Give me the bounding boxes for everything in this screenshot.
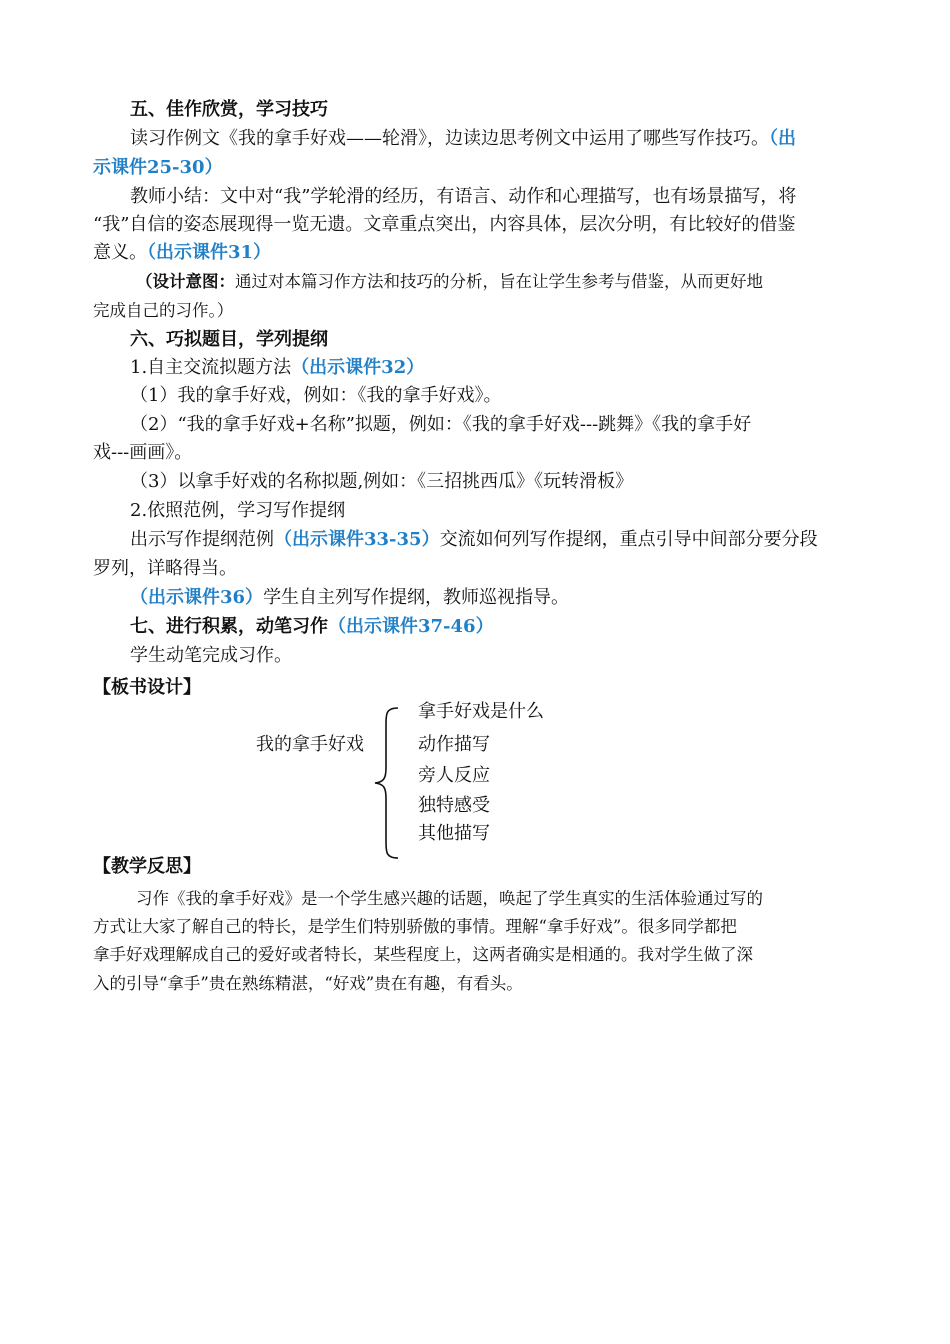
courseware-ref: （出示课件37-46） <box>328 616 494 637</box>
student-outline-line <box>130 586 863 610</box>
curly-brace <box>372 706 402 860</box>
text: 读习作例文《我的拿手好戏——轮滑》，边读边思考例文中运用了哪些写作技巧。 <box>130 128 769 149</box>
text: 意义。 <box>93 242 147 263</box>
board-root-topic: 我的拿手好戏 <box>256 734 364 755</box>
section-6-sub-1: （1）我的拿手好戏，例如：《我的拿手好戏》。 <box>130 385 502 406</box>
courseware-ref: （出示课件33-35） <box>274 529 440 550</box>
design-intent-line-2: 完成自己的习作。） <box>93 301 234 320</box>
section-7-text: 学生动笔完成习作。 <box>130 645 292 666</box>
board-item: 旁人反应 <box>418 765 490 786</box>
section-6-sub-3: （3）以拿手好戏的名称拟题,例如：《三招挑西瓜》《玩转滑板》 <box>130 471 634 492</box>
section-7-heading <box>130 615 863 639</box>
text: 学生自主列写作提纲，教师巡视指导。 <box>263 587 570 608</box>
section-6-heading: 六、巧拟题目，学列提纲 <box>130 329 328 350</box>
section-6-sub-2-line-2: 戏---画画》。 <box>93 442 193 463</box>
teacher-summary-line-2: “我”自信的姿态展现得一览无遗。文章重点突出，内容具体，层次分明，有比较好的借鉴 <box>93 214 796 235</box>
courseware-ref: （出示课件31） <box>147 242 272 263</box>
board-item: 其他描写 <box>418 823 490 844</box>
courseware-ref: （出 <box>769 128 796 149</box>
text: 出示写作提纲范例 <box>130 529 274 550</box>
heading-text: 七、进行积累，动笔习作 <box>130 616 328 637</box>
board-design-label: 【板书设计】 <box>93 677 201 698</box>
courseware-ref: （出示课件36） <box>130 587 264 608</box>
teacher-summary-line-3 <box>93 241 863 265</box>
reflection-label: 【教学反思】 <box>93 856 201 877</box>
reflection-line: 拿手好戏理解成自己的爱好或者特长，某些程度上，这两者确实是相通的。我对学生做了深 <box>93 945 753 964</box>
reflection-line: 入的引导“拿手”贵在熟练精湛，“好戏”贵在有趣，有看头。 <box>93 974 523 993</box>
text: 1.自主交流拟题方法 <box>130 357 292 378</box>
text: 通过对本篇习作方法和技巧的分析，旨在让学生参考与借鉴，从而更好地 <box>235 272 763 291</box>
design-intent-label: （设计意图： <box>136 272 235 291</box>
courseware-ref: （出示课件32） <box>291 357 425 378</box>
section-5-heading: 五、佳作欣赏，学习技巧 <box>130 99 328 120</box>
board-item: 动作描写 <box>418 734 490 755</box>
reflection-line: 方式让大家了解自己的特长，是学生们特别骄傲的事情。理解“拿手好戏”。很多同学都把 <box>93 917 737 936</box>
teacher-summary-line-1: 教师小结：文中对“我”学轮滑的经历，有语言、动作和心理描写，也有场景描写，将 <box>130 186 797 207</box>
section-6-item-1 <box>130 356 863 380</box>
design-intent-line-1 <box>136 270 863 294</box>
courseware-ref: 示课件25-30） <box>93 157 223 178</box>
reflection-line: 习作《我的拿手好戏》是一个学生感兴趣的话题，唤起了学生真实的生活体验通过写的 <box>136 889 763 908</box>
section-6-sub-2-line-1: （2）“我的拿手好戏+名称”拟题，例如：《我的拿手好戏---跳舞》《我的拿手好 <box>130 414 752 435</box>
outline-line-1 <box>130 528 863 552</box>
section-5-paragraph-1-cont <box>93 156 863 180</box>
outline-line-2: 罗列，详略得当。 <box>93 558 237 579</box>
text: 交流如何列写作提纲，重点引导中间部分要分段 <box>439 529 818 550</box>
board-item: 拿手好戏是什么 <box>418 701 544 722</box>
section-6-item-2: 2.依照范例，学习写作提纲 <box>130 500 346 521</box>
board-item: 独特感受 <box>418 795 490 816</box>
section-5-paragraph-1 <box>130 127 863 151</box>
